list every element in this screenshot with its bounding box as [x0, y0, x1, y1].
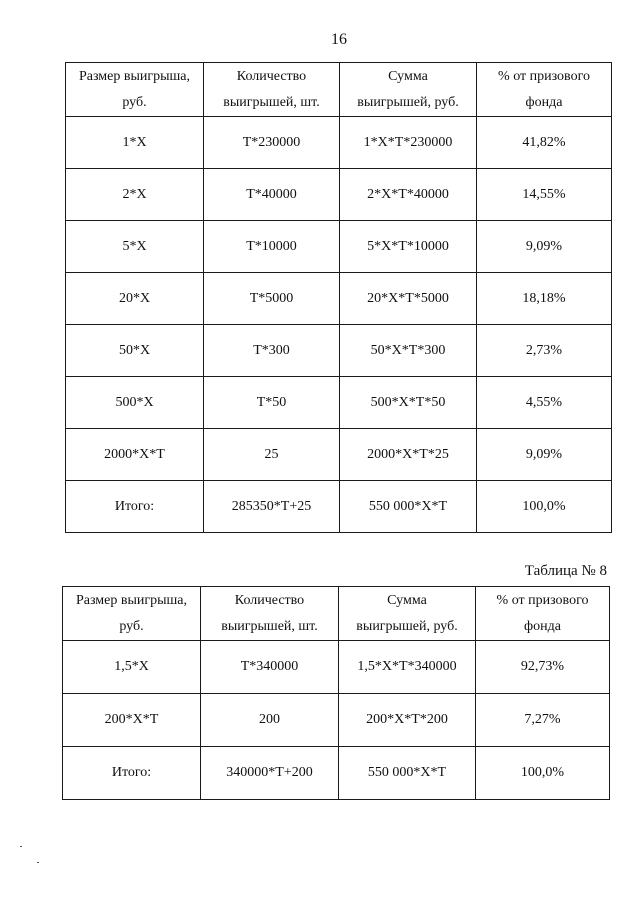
cell-fund-percent: 2,73%: [477, 325, 612, 377]
prize-table-2: [62, 586, 610, 800]
cell-prize-sum: 1,5*Х*Т*340000: [339, 641, 476, 694]
cell-total-label: Итого:: [63, 747, 201, 800]
header-line: Количество: [234, 593, 305, 608]
cell-prize-count: Т*340000: [201, 641, 339, 694]
cell-prize-sum: 2000*Х*Т*25: [340, 429, 477, 481]
header-line: руб.: [119, 619, 144, 634]
header-line: руб.: [122, 95, 147, 110]
header-line: фонда: [525, 95, 563, 110]
cell-prize-count: 200: [201, 694, 339, 747]
header-prize-size: [66, 63, 204, 117]
header-line: % от призового: [496, 593, 589, 608]
cell-total-sum: 550 000*Х*Т: [339, 747, 476, 800]
header-line: Количество: [236, 69, 307, 84]
cell-prize-size: 200*Х*Т: [63, 694, 201, 747]
table-row: [66, 377, 612, 429]
cell-prize-count: 25: [204, 429, 340, 481]
cell-prize-sum: 20*Х*Т*5000: [340, 273, 477, 325]
scan-speck: [37, 862, 39, 863]
cell-fund-percent: 9,09%: [477, 429, 612, 481]
cell-fund-percent: 14,55%: [477, 169, 612, 221]
cell-prize-size: 50*Х: [66, 325, 204, 377]
cell-prize-count: Т*50: [204, 377, 340, 429]
table-row: [66, 429, 612, 481]
cell-prize-count: Т*300: [204, 325, 340, 377]
cell-prize-size: 2000*Х*Т: [66, 429, 204, 481]
cell-fund-percent: 9,09%: [477, 221, 612, 273]
cell-prize-sum: 5*Х*Т*10000: [340, 221, 477, 273]
cell-prize-count: Т*40000: [204, 169, 340, 221]
header-line: выигрышей, руб.: [356, 619, 458, 634]
cell-prize-size: 5*Х: [66, 221, 204, 273]
header-fund-percent: [476, 587, 610, 641]
header-line: выигрышей, шт.: [223, 95, 320, 110]
table-row: [66, 117, 612, 169]
cell-fund-percent: 7,27%: [476, 694, 610, 747]
cell-prize-size: 1*Х: [66, 117, 204, 169]
header-prize-count: [201, 587, 339, 641]
header-prize-sum: [340, 63, 477, 117]
header-line: Сумма: [387, 593, 427, 608]
cell-prize-size: 20*Х: [66, 273, 204, 325]
cell-total-percent: 100,0%: [476, 747, 610, 800]
header-line: фонда: [524, 619, 561, 634]
cell-total-count: 340000*Т+200: [201, 747, 339, 800]
table-header-row: [66, 63, 612, 117]
header-line: выигрышей, руб.: [357, 95, 459, 110]
cell-prize-sum: 1*Х*Т*230000: [340, 117, 477, 169]
header-line: Размер выигрыша,: [78, 69, 191, 84]
cell-prize-sum: 2*Х*Т*40000: [340, 169, 477, 221]
cell-total-sum: 550 000*Х*Т: [340, 481, 477, 533]
cell-prize-sum: 200*Х*Т*200: [339, 694, 476, 747]
table-row: [66, 325, 612, 377]
header-line: % от призового: [498, 69, 590, 84]
table-caption: Таблица № 8: [524, 563, 607, 579]
cell-prize-count: Т*10000: [204, 221, 340, 273]
cell-prize-count: Т*230000: [204, 117, 340, 169]
cell-prize-sum: 50*Х*Т*300: [340, 325, 477, 377]
cell-prize-size: 2*Х: [66, 169, 204, 221]
page-number: 16: [331, 31, 347, 48]
table-row: [63, 694, 610, 747]
cell-prize-size: 500*Х: [66, 377, 204, 429]
cell-fund-percent: 4,55%: [477, 377, 612, 429]
table-row: [66, 273, 612, 325]
header-prize-size: [63, 587, 201, 641]
header-fund-percent: [477, 63, 612, 117]
header-prize-count: [204, 63, 340, 117]
cell-fund-percent: 41,82%: [477, 117, 612, 169]
header-line: выигрышей, шт.: [221, 619, 318, 634]
cell-fund-percent: 18,18%: [477, 273, 612, 325]
table-row: [66, 221, 612, 273]
table-row: [66, 169, 612, 221]
cell-fund-percent: 92,73%: [476, 641, 610, 694]
cell-total-count: 285350*Т+25: [204, 481, 340, 533]
table-row: [63, 641, 610, 694]
cell-prize-size: 1,5*Х: [63, 641, 201, 694]
cell-prize-sum: 500*Х*Т*50: [340, 377, 477, 429]
header-line: Размер выигрыша,: [75, 593, 188, 608]
header-prize-sum: [339, 587, 476, 641]
cell-total-label: Итого:: [66, 481, 204, 533]
cell-prize-count: Т*5000: [204, 273, 340, 325]
cell-total-percent: 100,0%: [477, 481, 612, 533]
prize-table-1: [65, 62, 612, 533]
table-header-row: [63, 587, 610, 641]
scan-speck: [20, 846, 22, 847]
table-total-row: [66, 481, 612, 533]
table-total-row: [63, 747, 610, 800]
header-line: Сумма: [388, 69, 428, 84]
